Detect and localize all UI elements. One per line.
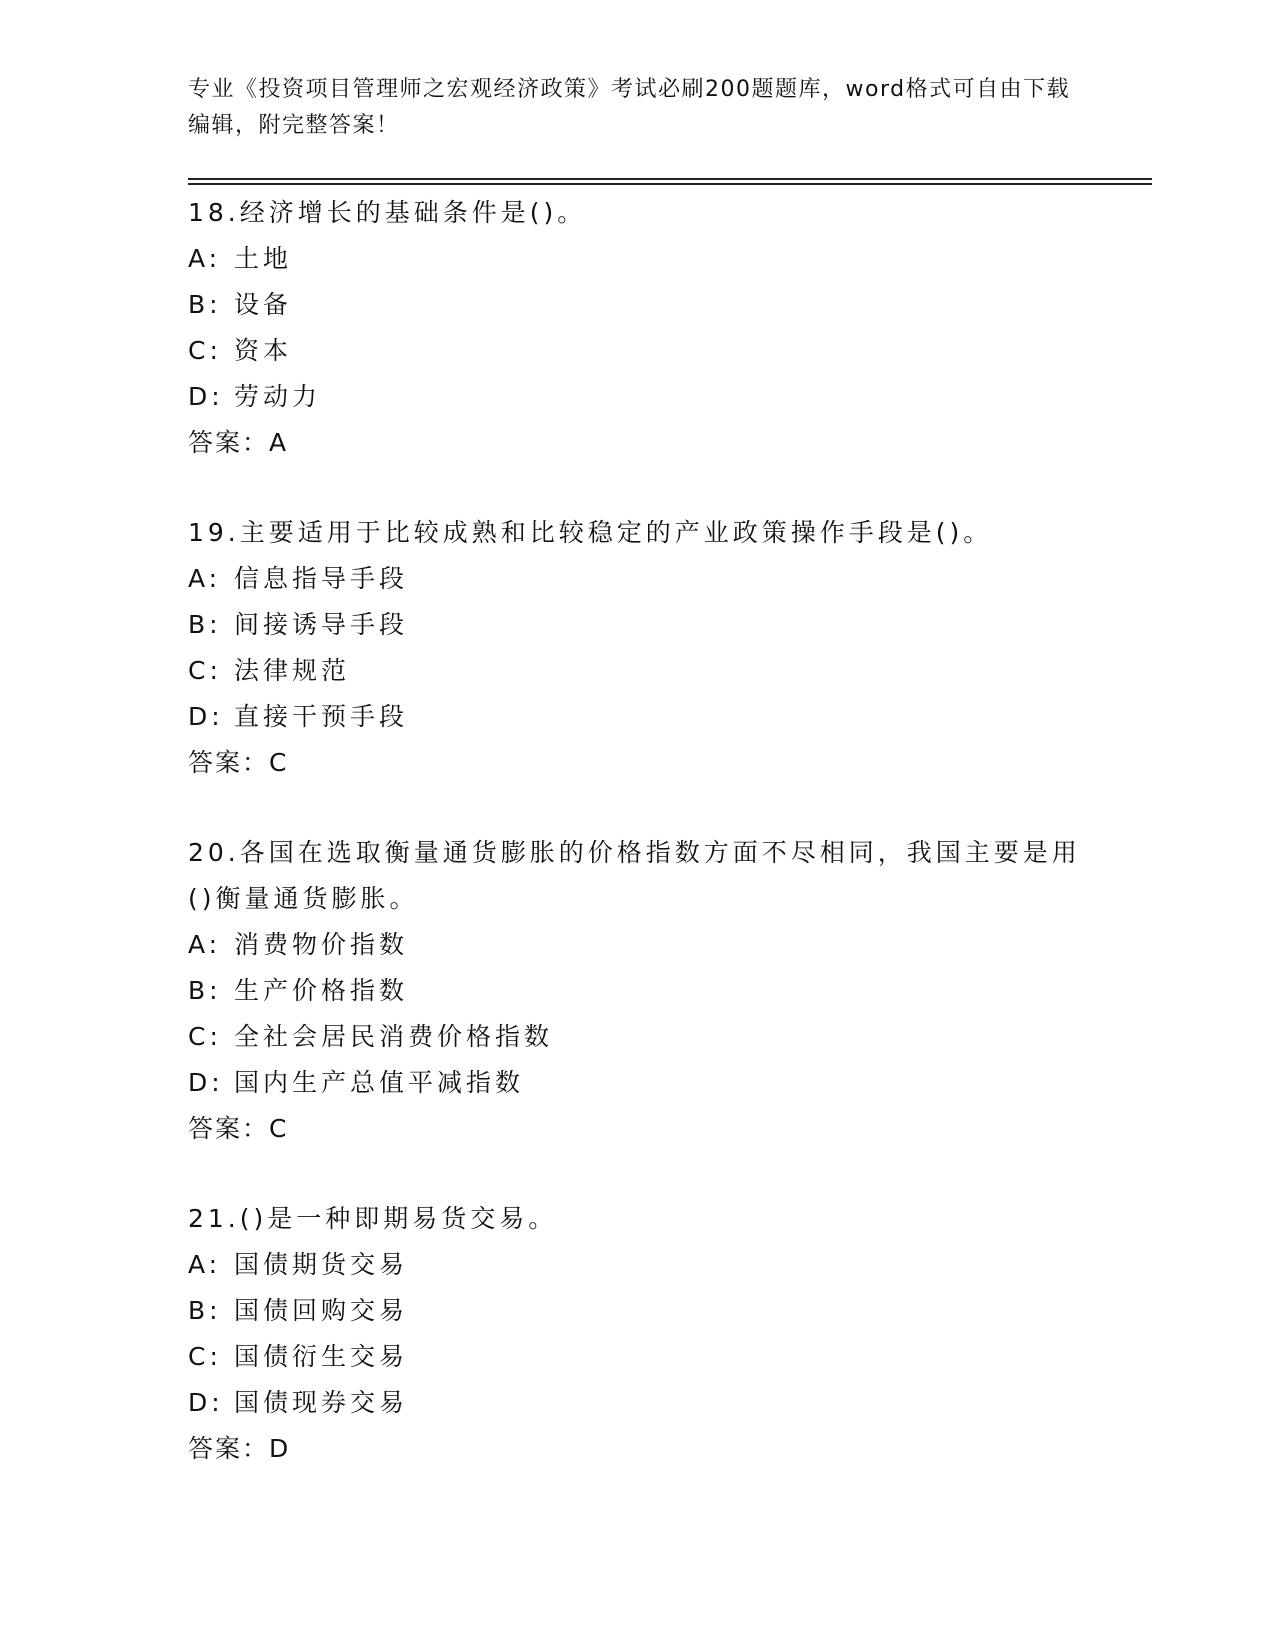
question-answer: 答案：C [188, 748, 289, 777]
option-text: 国债现券交易 [234, 1388, 409, 1417]
option-b [188, 602, 1088, 648]
option-letter: B: [188, 1296, 222, 1325]
option-letter: B: [188, 976, 222, 1005]
option-text: 间接诱导手段 [234, 610, 409, 639]
header-divider-bottom [188, 183, 1152, 185]
option-letter: A: [188, 1250, 222, 1279]
option-letter: D: [188, 702, 224, 731]
option-letter: A: [188, 244, 222, 273]
option-letter: C: [188, 1342, 222, 1371]
option-letter: B: [188, 610, 222, 639]
option-b [188, 282, 1088, 328]
option-letter: C: [188, 656, 222, 685]
option-letter: C: [188, 1022, 222, 1051]
question-18 [188, 190, 1088, 466]
option-letter: B: [188, 290, 222, 319]
question-answer: 答案：D [188, 1434, 291, 1463]
question-21 [188, 1196, 1088, 1472]
option-a [188, 1242, 1088, 1288]
option-a [188, 922, 1088, 968]
option-text: 全社会居民消费价格指数 [234, 1022, 554, 1051]
header-divider-top [188, 178, 1152, 180]
option-text: 国债期货交易 [234, 1250, 409, 1279]
option-d [188, 1060, 1088, 1106]
option-text: 资本 [234, 336, 293, 365]
option-c [188, 1334, 1088, 1380]
option-text: 法律规范 [234, 656, 351, 685]
option-letter: C: [188, 336, 222, 365]
option-text: 信息指导手段 [234, 564, 409, 593]
option-d [188, 1380, 1088, 1426]
option-a [188, 556, 1088, 602]
option-letter: A: [188, 930, 222, 959]
question-title: 19.主要适用于比较成熟和比较稳定的产业政策操作手段是()。 [188, 518, 993, 547]
option-letter: D: [188, 382, 224, 411]
option-b [188, 1288, 1088, 1334]
question-title: 20.各国在选取衡量通货膨胀的价格指数方面不尽相同，我国主要是用()衡量通货膨胀。 [188, 838, 1081, 913]
option-text: 国债衍生交易 [234, 1342, 409, 1371]
question-answer: 答案：C [188, 1114, 289, 1143]
question-19 [188, 510, 1088, 786]
option-text: 设备 [234, 290, 293, 319]
option-b [188, 968, 1088, 1014]
option-text: 消费物价指数 [234, 930, 409, 959]
option-letter: A: [188, 564, 222, 593]
question-answer: 答案：A [188, 428, 289, 457]
option-text: 直接干预手段 [234, 702, 409, 731]
question-title: 18.经济增长的基础条件是()。 [188, 198, 587, 227]
option-letter: D: [188, 1388, 224, 1417]
option-text: 劳动力 [234, 382, 322, 411]
option-a [188, 236, 1088, 282]
option-c [188, 1014, 1088, 1060]
option-d [188, 374, 1088, 420]
question-title: 21.()是一种即期易货交易。 [188, 1204, 558, 1233]
option-c [188, 328, 1088, 374]
option-text: 土地 [234, 244, 293, 273]
option-letter: D: [188, 1068, 224, 1097]
option-text: 生产价格指数 [234, 976, 409, 1005]
option-c [188, 648, 1088, 694]
option-text: 国债回购交易 [234, 1296, 409, 1325]
document-header: 专业《投资项目管理师之宏观经济政策》考试必刷200题题库，word格式可自由下载编辑，附完整答案！ [188, 77, 1071, 138]
option-d [188, 694, 1088, 740]
option-text: 国内生产总值平减指数 [234, 1068, 525, 1097]
question-20 [188, 830, 1088, 1152]
